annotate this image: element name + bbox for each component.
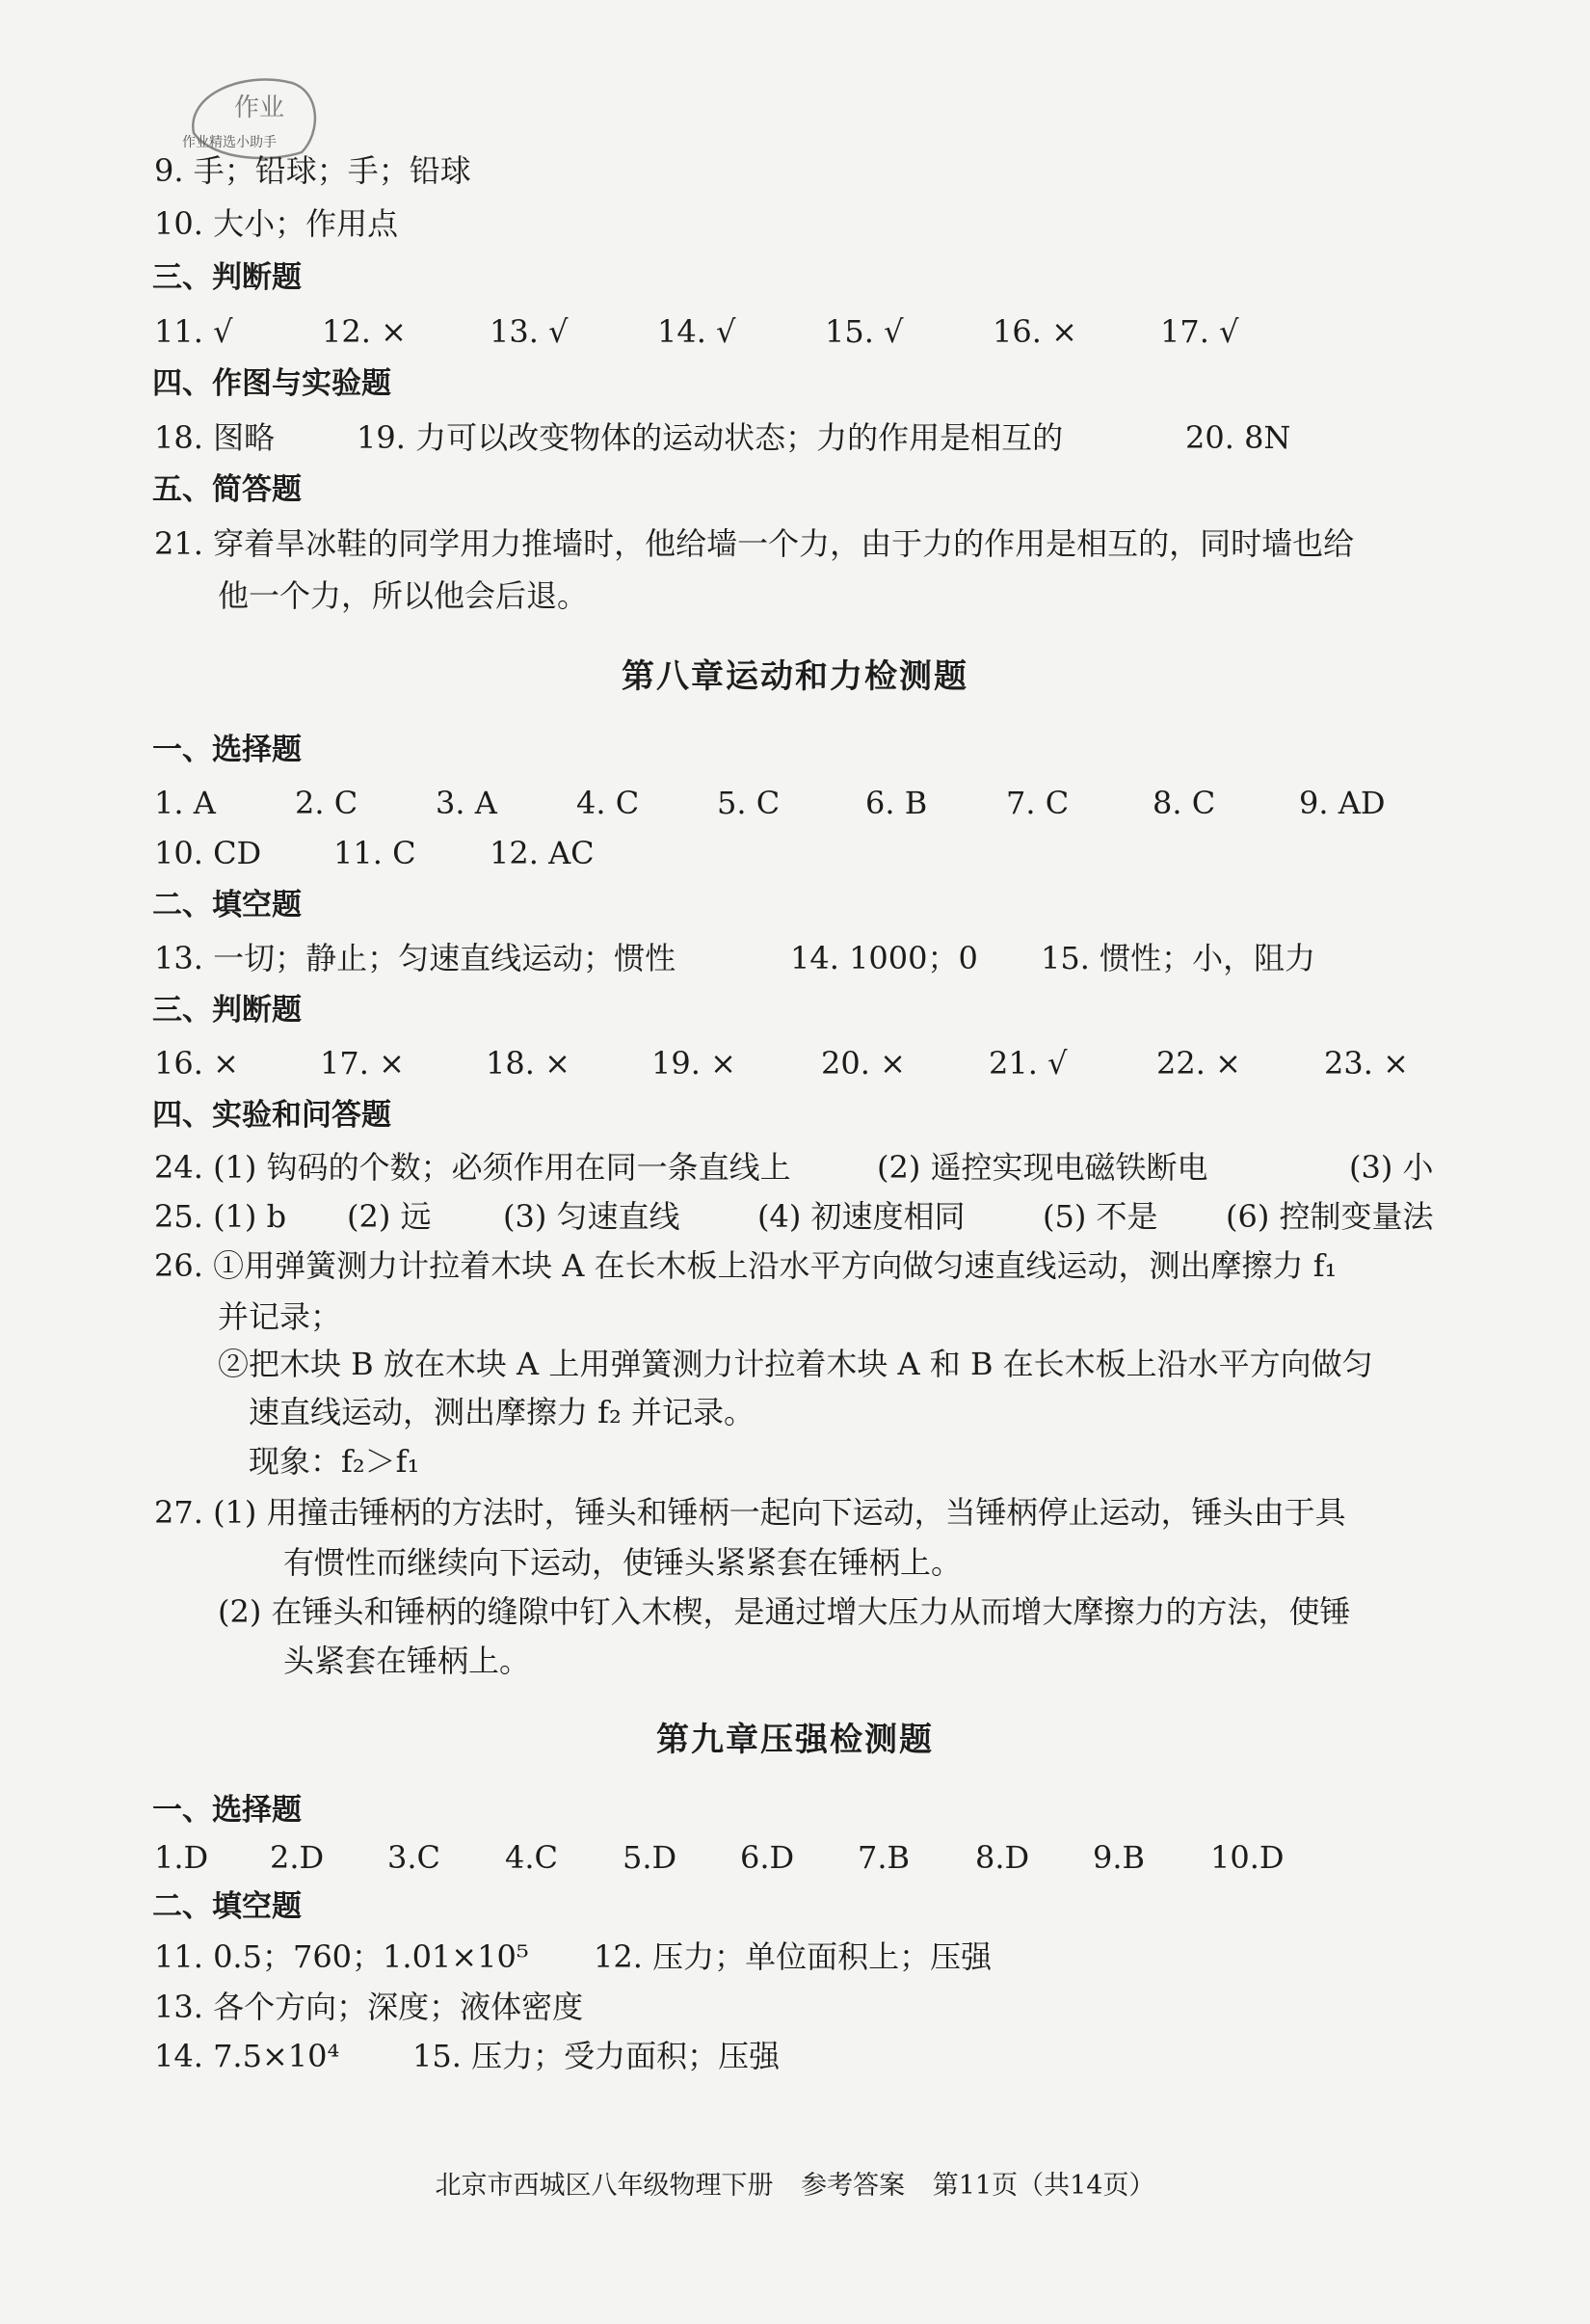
choice-item: 4. C (576, 785, 640, 821)
answer-q15: 15. 惯性；小，阻力 (1041, 940, 1316, 976)
answer-q25-part: (3) 匀速直线 (503, 1198, 680, 1235)
answer-q27-line3: (2) 在锤头和锤柄的缝隙中钉入木楔，是通过增大压力从而增大摩擦力的方法，使锤 (218, 1593, 1351, 1630)
answer-q27-line4: 头紧套在锤柄上。 (283, 1643, 531, 1679)
answer-q26-line1: 26. ①用弹簧测力计拉着木块 A 在长木板上沿水平方向做匀速直线运动，测出摩擦力 f₁ (154, 1247, 1338, 1284)
answer-q20: 20. 8N (1185, 419, 1291, 456)
ch8-heading-choice: 一、选择题 (152, 733, 302, 767)
judge-item: 12. × (322, 313, 407, 350)
section-heading-judge: 三、判断题 (152, 260, 302, 295)
choice-item: 2. C (295, 785, 358, 821)
answer-q10: 10. 大小；作用点 (154, 205, 399, 242)
choice-item: 8. C (1153, 785, 1216, 821)
section-heading-short: 五、简答题 (152, 472, 302, 507)
ch8-heading-fill: 二、填空题 (152, 888, 302, 922)
judge-item: 13. √ (490, 313, 569, 350)
chapter9-title: 第九章压强检测题 (656, 1721, 934, 1759)
choice-item: 3. A (436, 785, 497, 821)
footer-book-title: 北京市西城区八年级物理下册 (435, 2171, 774, 2201)
judge-item: 18. × (486, 1045, 570, 1082)
answer-q24-part3: (3) 小 (1349, 1149, 1434, 1186)
ch8-heading-judge: 三、判断题 (152, 993, 302, 1028)
choice-item: 1.D (154, 1839, 209, 1876)
ch9-heading-fill: 二、填空题 (152, 1889, 302, 1924)
choice-item: 7. C (1006, 785, 1070, 821)
choice-item: 5.D (623, 1839, 677, 1876)
answer-q27-line1: 27. (1) 用撞击锤柄的方法时，锤头和锤柄一起向下运动，当锤柄停止运动，锤头由于具 (154, 1494, 1346, 1531)
stamp-small-text: 作业精选小助手 (182, 135, 277, 150)
judge-item: 23. × (1324, 1045, 1409, 1082)
choice-item: 9. AD (1299, 785, 1386, 821)
answer-q13: 13. 各个方向；深度；液体密度 (154, 1989, 584, 2025)
judge-item: 17. × (320, 1045, 405, 1082)
chapter8-title: 第八章运动和力检测题 (622, 657, 968, 696)
choice-item: 1. A (154, 785, 216, 821)
answer-q9: 9. 手；铅球；手；铅球 (154, 152, 471, 189)
judge-item: 22. × (1156, 1045, 1241, 1082)
judge-item: 19. × (651, 1045, 736, 1082)
choice-item: 4.C (505, 1839, 559, 1876)
answer-q12: 12. 压力；单位面积上；压强 (594, 1938, 993, 1975)
judge-item: 21. √ (989, 1045, 1068, 1082)
section-heading-drawing: 四、作图与实验题 (152, 366, 391, 401)
judge-item: 20. × (821, 1045, 906, 1082)
judge-item: 16. × (154, 1045, 239, 1082)
answer-q24-part1: 24. (1) 钩码的个数；必须作用在同一条直线上 (154, 1149, 791, 1186)
footer-page-number: 第11页（共14页） (932, 2171, 1155, 2201)
answer-q25-part: (2) 远 (347, 1198, 432, 1235)
choice-item: 3.C (387, 1839, 441, 1876)
answer-q24-part2: (2) 遥控实现电磁铁断电 (877, 1149, 1208, 1186)
answer-q26-line5: 现象：f₂＞f₁ (249, 1443, 420, 1480)
answer-q27-line2: 有惯性而继续向下运动，使锤头紧紧套在锤柄上。 (283, 1544, 963, 1581)
choice-item: 12. AC (490, 835, 595, 871)
judge-item: 16. × (993, 313, 1077, 350)
answer-q25-part: (6) 控制变量法 (1226, 1198, 1434, 1235)
choice-item: 5. C (717, 785, 781, 821)
answer-q13: 13. 一切；静止；匀速直线运动；惯性 (154, 940, 676, 976)
choice-item: 2.D (270, 1839, 325, 1876)
answer-q14: 14. 1000；0 (790, 940, 978, 976)
judge-item: 14. √ (657, 313, 736, 350)
stamp-big-text: 作业 (234, 93, 285, 122)
answer-q25-part: (5) 不是 (1043, 1198, 1158, 1235)
choice-item: 10.D (1210, 1839, 1285, 1876)
choice-item: 8.D (975, 1839, 1030, 1876)
answer-q25-part: (4) 初速度相同 (757, 1198, 966, 1235)
answer-q18: 18. 图略 (154, 419, 276, 456)
answer-q21-line1: 21. 穿着旱冰鞋的同学用力推墙时，他给墙一个力，由于力的作用是相互的，同时墙也给 (154, 525, 1355, 562)
page-footer (0, 2164, 1590, 2202)
choice-item: 11. C (333, 835, 416, 871)
choice-item: 9.B (1093, 1839, 1146, 1876)
footer-label: 参考答案 (801, 2171, 906, 2201)
judge-item: 11. √ (154, 313, 233, 350)
ch9-heading-choice: 一、选择题 (152, 1793, 302, 1828)
ch8-heading-experiment: 四、实验和问答题 (152, 1098, 391, 1133)
answer-q11: 11. 0.5；760；1.01×10⁵ (154, 1938, 529, 1975)
choice-item: 10. CD (154, 835, 262, 871)
choice-item: 6. B (865, 785, 928, 821)
answer-q14: 14. 7.5×10⁴ (154, 2038, 340, 2074)
answer-q26-line4: 速直线运动，测出摩擦力 f₂ 并记录。 (249, 1394, 755, 1430)
answer-q25-part: 25. (1) b (154, 1198, 287, 1235)
answer-q19: 19. 力可以改变物体的运动状态；力的作用是相互的 (357, 419, 1064, 456)
choice-item: 7.B (858, 1839, 911, 1876)
answer-q21-line2: 他一个力，所以他会后退。 (218, 577, 589, 614)
judge-item: 15. √ (825, 313, 904, 350)
judge-item: 17. √ (1160, 313, 1239, 350)
answer-q26-line3: ②把木块 B 放在木块 A 上用弹簧测力计拉着木块 A 和 B 在长木板上沿水平方向做匀 (218, 1346, 1373, 1382)
choice-item: 6.D (740, 1839, 795, 1876)
answer-q15: 15. 压力；受力面积；压强 (412, 2038, 781, 2074)
answer-q26-line2: 并记录； (218, 1298, 342, 1335)
